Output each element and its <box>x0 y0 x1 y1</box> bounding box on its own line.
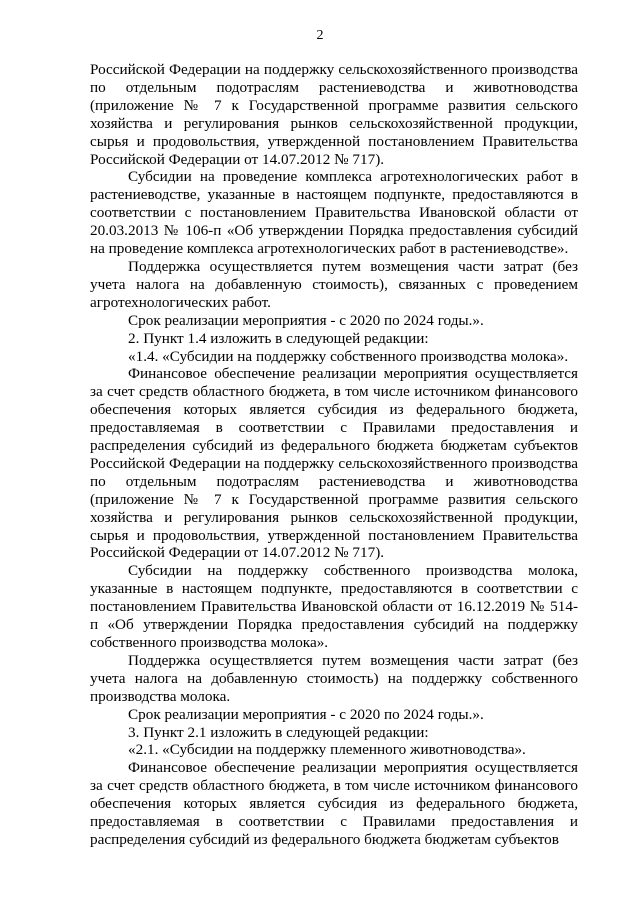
page-number: 2 <box>316 28 324 43</box>
paragraph: Поддержка осуществляется путем возмещения части затрат (без учета налога на добавленную стоимость) на поддержку собственного производства молока. <box>90 651 578 705</box>
paragraph: Финансовое обеспечение реализации мероприятия осуществляется за счет средств областного бюджета, в том числе источником финансового обеспечения которых является субсидия из федерального бюджета, предоставляемая в соответствии с Правилами предоставления и распределения субсидий из федерального бюджета бюджетам субъектов Российской Федерации на поддержку сельскохозяйственного производства по отдельным подотраслям растениеводства и животноводства (приложение № 7 к Государственной программе развития сельского хозяйства и регулирования рынков сельскохозяйственной продукции, сырья и продовольствия, утвержденной постановлением Правительства Российской Федерации от 14.07.2012 № 717). <box>90 365 578 562</box>
paragraph: Финансовое обеспечение реализации мероприятия осуществляется за счет средств областного бюджета, в том числе источником финансового обеспечения которых является субсидия из федерального бюджета, предоставляемая в соответствии с Правилами предоставления и распределения субсидий из федерального бюджета бюджетам субъектов <box>90 759 578 848</box>
paragraph: 3. Пункт 2.1 изложить в следующей редакции: <box>128 723 429 741</box>
paragraph: Поддержка осуществляется путем возмещения части затрат (без учета налога на добавленную стоимость), связанных с проведением агротехнологических работ. <box>90 257 578 311</box>
paragraph: Российской Федерации на поддержку сельскохозяйственного производства по отдельным подотраслям растениеводства и животноводства (приложение № 7 к Государственной программе развития сельского хозяйства и регулирования рынков сельскохозяйственной продукции, сырья и продовольствия, утвержденной постановлением Правительства Российской Федерации от 14.07.2012 № 717). <box>90 61 578 168</box>
paragraph: 2. Пункт 1.4 изложить в следующей редакции: <box>128 329 429 347</box>
paragraph: Срок реализации мероприятия - с 2020 по 2024 годы.». <box>128 705 484 723</box>
paragraph: «2.1. «Субсидии на поддержку племенного животноводства». <box>128 741 526 759</box>
paragraph: Субсидии на проведение комплекса агротехнологических работ в растениеводстве, указанные в настоящем подпункте, предоставляются в соответствии с постановлением Правительства Ивановской области от 20.03.2013 № 106-п «Об утверждении Порядка предоставления субсидий на проведение комплекса агротехнологических работ в растениеводстве». <box>90 168 578 258</box>
paragraph: Срок реализации мероприятия - с 2020 по 2024 годы.». <box>128 311 484 329</box>
document-body <box>90 61 578 849</box>
paragraph: «1.4. «Субсидии на поддержку собственного производства молока». <box>128 347 569 365</box>
paragraph: Субсидии на поддержку собственного производства молока, указанные в настоящем подпункте, предоставляются в соответствии с постановлением Правительства Ивановской области от 16.12.2019 № 514-п «Об утверждении Порядка предоставления субсидий на поддержку собственного производства молока». <box>90 562 578 651</box>
